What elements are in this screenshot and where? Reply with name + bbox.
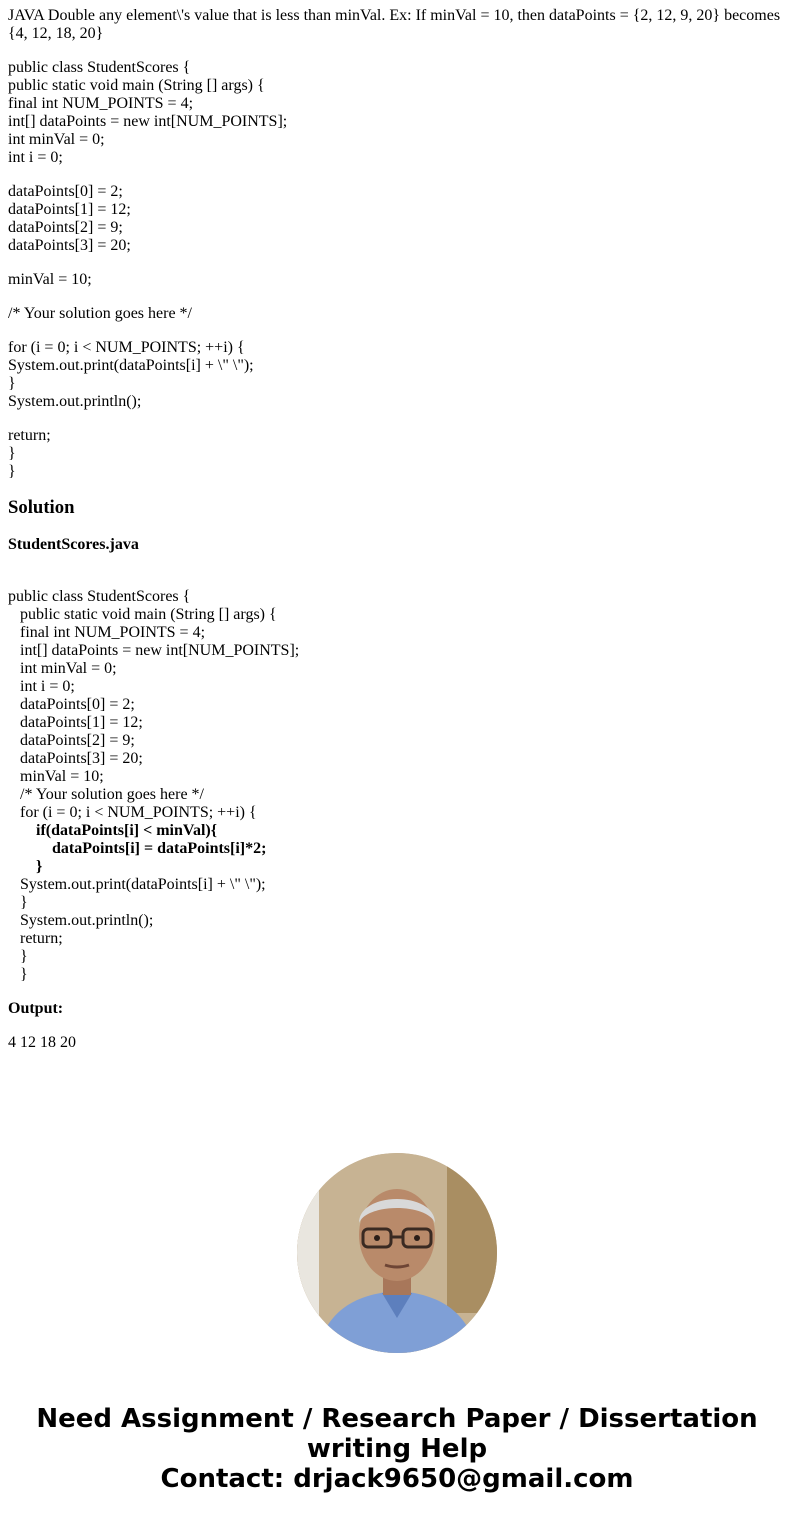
code-line: } [8,375,16,392]
solution-code-line: System.out.print(dataPoints[i] + \" \"); [8,876,266,893]
promo-line-3: Contact: drjack9650@gmail.com [160,1464,634,1494]
promo-line-2: writing Help [306,1434,488,1464]
promo-banner [0,1404,794,1494]
solution-code-line-highlighted: dataPoints[i] = dataPoints[i]*2; [8,840,267,857]
code-line: dataPoints[2] = 9; [8,219,123,236]
code-block [8,339,786,411]
code-line: } [8,445,16,462]
solution-code [8,588,786,984]
solution-code-line-highlighted: } [8,858,43,875]
code-line: return; [8,427,51,444]
document-body [8,7,786,1052]
output-value: 4 12 18 20 [8,1034,76,1051]
solution-code-line: dataPoints[2] = 9; [8,732,135,749]
solution-code-line: for (i = 0; i < NUM_POINTS; ++i) { [8,804,257,821]
solution-code-line: dataPoints[3] = 20; [8,750,143,767]
solution-code-line: dataPoints[1] = 12; [8,714,143,731]
code-line: System.out.println(); [8,393,142,410]
code-block [8,427,786,481]
solution-code-line: } [8,966,28,983]
solution-code-line: int i = 0; [8,678,75,695]
solution-code-line: final int NUM_POINTS = 4; [8,624,206,641]
code-line: public static void main (String [] args) { [8,77,265,94]
code-line: /* Your solution goes here */ [8,305,192,322]
code-line: dataPoints[0] = 2; [8,183,123,200]
question-title: JAVA Double any element\'s value that is less than minVal. Ex: If minVal = 10, then dataPoints = {2, 12, 9, 20} becomes {4, 12, 18, 20} [8,7,781,42]
output-label: Output: [8,1000,64,1017]
code-line: dataPoints[3] = 20; [8,237,131,254]
code-block [8,305,786,323]
solution-code-line: System.out.println(); [8,912,154,929]
solution-code-line: } [8,894,28,911]
code-line: public class StudentScores { [8,59,191,76]
author-portrait-image [297,1153,497,1353]
solution-code-line: } [8,948,28,965]
code-block [8,271,786,289]
solution-heading: Solution [8,497,75,518]
code-line: for (i = 0; i < NUM_POINTS; ++i) { [8,339,245,356]
solution-code-line: dataPoints[0] = 2; [8,696,135,713]
solution-code-line-highlighted: if(dataPoints[i] < minVal){ [8,822,218,839]
solution-code-line: minVal = 10; [8,768,104,785]
code-line: System.out.print(dataPoints[i] + \" \"); [8,357,254,374]
question-code [8,59,786,481]
solution-code-line: return; [8,930,63,947]
code-block [8,59,786,167]
author-avatar [297,1153,497,1353]
code-line: int i = 0; [8,149,63,166]
solution-code-line: int[] dataPoints = new int[NUM_POINTS]; [8,642,300,659]
code-block [8,183,786,255]
code-line: minVal = 10; [8,271,92,288]
code-line: } [8,463,16,480]
code-line: int[] dataPoints = new int[NUM_POINTS]; [8,113,288,130]
promo-line-1: Need Assignment / Research Paper / Dissertation [36,1404,758,1434]
code-line: final int NUM_POINTS = 4; [8,95,194,112]
solution-code-line: public static void main (String [] args) { [8,606,277,623]
code-line: dataPoints[1] = 12; [8,201,131,218]
solution-code-line: /* Your solution goes here */ [8,786,204,803]
solution-filename: StudentScores.java [8,536,139,553]
solution-code-line: public class StudentScores { [8,588,191,605]
solution-code-line: int minVal = 0; [8,660,117,677]
code-line: int minVal = 0; [8,131,105,148]
